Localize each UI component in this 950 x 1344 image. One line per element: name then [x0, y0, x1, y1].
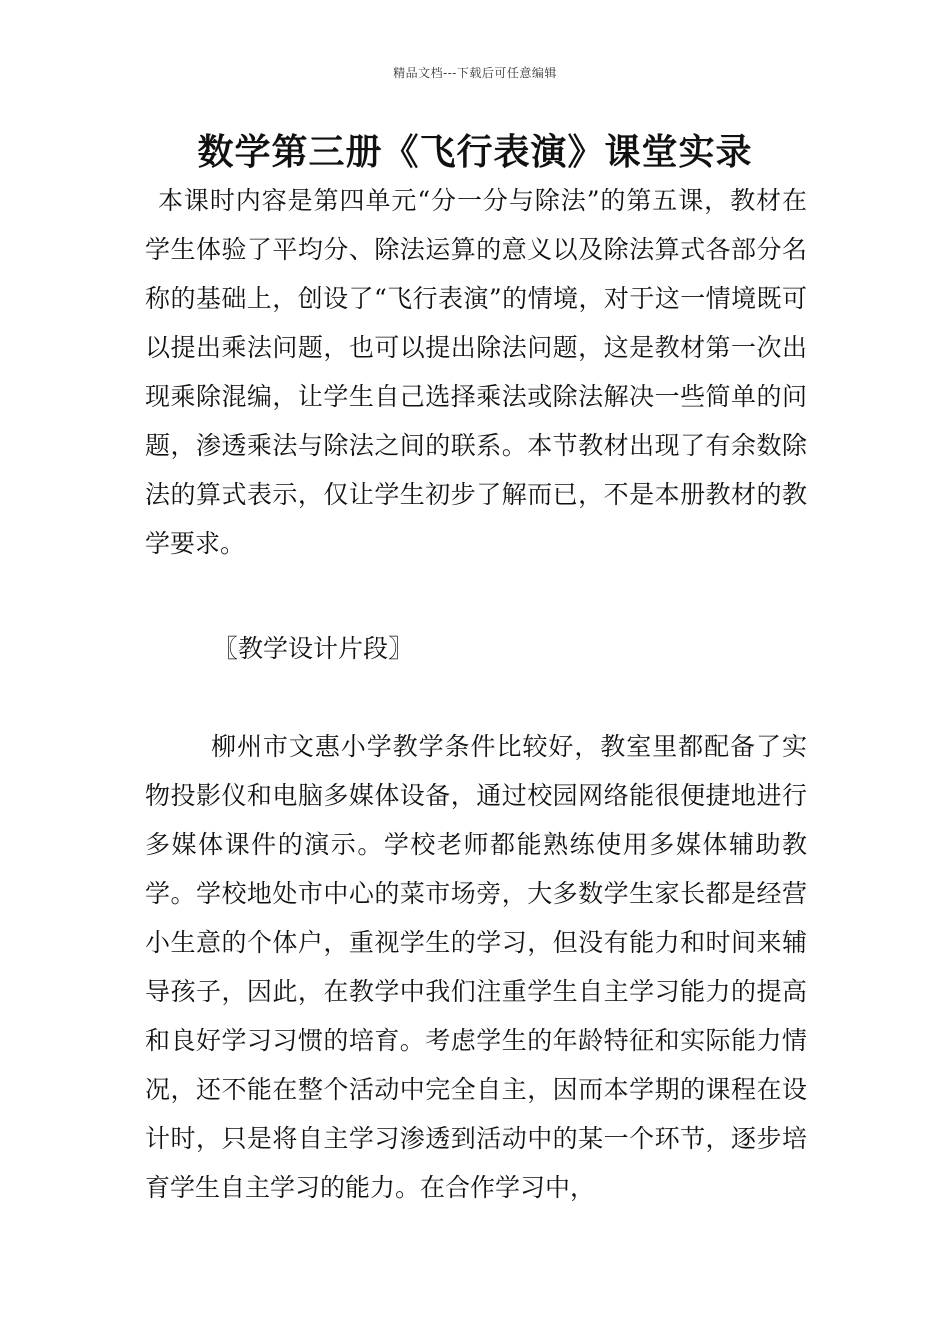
main-paragraph: 柳州市文惠小学教学条件比较好，教室里都配备了实物投影仪和电脑多媒体设备，通过校园网络能很便捷地进行多媒体课件的演示。学校老师都能熟练使用多媒体辅助教学。学校地处市中心的菜市场旁，大多数学生家长都是经营小生意的个体户，重视学生的学习，但没有能力和时间来辅导孩子，因此，在教学中我们注重学生自主学习能力的提高和良好学习习惯的培育。考虑学生的年龄特征和实际能力情况，还不能在整个活动中完全自主，因而本学期的课程在设计时，只是将自主学习渗透到活动中的某一个环节，逐步培育学生自主学习的能力。在合作学习中， — [145, 732, 807, 1202]
header-note: 精品文档---下载后可任意编辑 — [393, 66, 557, 80]
section-label: 〖教学设计片段〗 — [213, 634, 414, 663]
intro-paragraph — [145, 176, 807, 568]
document-title: 数学第三册《飞行表演》课堂实录 — [197, 131, 753, 173]
intro-paragraph-text: 本课时内容是第四单元“分一分与除法”的第五课，教材在学生体验了平均分、除法运算的意义以及除法算式各部分名称的基础上，创设了“飞行表演”的情境，对于这一情境既可以提出乘法问题，也可以提出除法问题，这是教材第一次出现乘除混编，让学生自己选择乘法或除法解决一些简单的问题，渗透乘法与除法之间的联系。本节教材出现了有余数除法的算式表示，仅让学生初步了解而已，不是本册教材的教学要求。 — [145, 186, 807, 558]
